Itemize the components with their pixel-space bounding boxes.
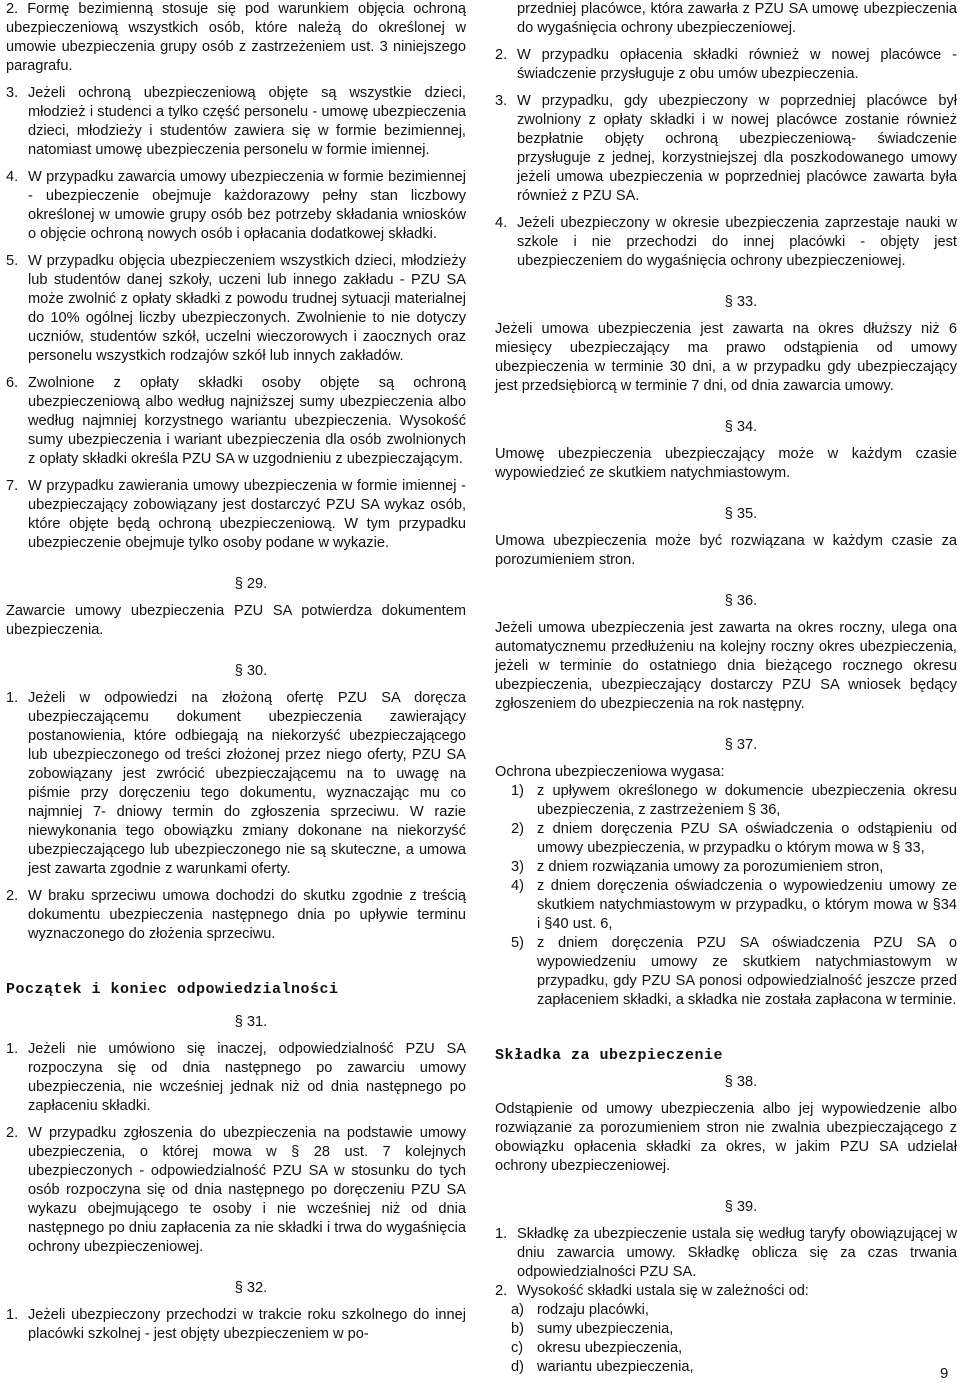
section-37-heading: § 37. [724,737,758,753]
section-39-item-a: a) rodzaju placówki, [511,1302,649,1318]
section-39-item-c: c) okresu ubezpieczenia, [511,1340,683,1356]
section-39-item-d: d) wariantu ubezpieczenia, [511,1359,694,1375]
section-34-heading: § 34. [724,419,758,435]
section-37-item-2: 2) z dniem doręczenia PZU SA oświadczenia o odstąpieniu od umowy ubezpieczenia, w przypadku o którym mowa w § 33, [511,821,957,856]
section-37-item-5: 5) z dniem doręczenia PZU SA oświadczenia PZU SA o wypowiedzeniu umowy ze skutkiem natychmiastowym w przypadku, gdy PZU SA ponosi odpowiedzialność jeszcze przed zapłaceniem składki, a składka nie została zapłacona w terminie. [511,935,957,1008]
section-29-text: Zawarcie umowy ubezpieczenia PZU SA potwierdza dokumentem ubezpieczenia. [6,603,466,638]
paragraph-3: 3. Jeżeli ochroną ubezpieczeniową objęte są wszystkie dzieci, młodzież i studenci a tylko część personelu - umowę ubezpieczenia dzieci, młodzieży i studentów zawiera się w formie bezimiennej, natomiast umowę ubezpieczenia personelu w formie imiennej. [6,85,466,158]
paragraph-2: 2. Formę bezimienną stosuje się pod warunkiem objęcia ochroną ubezpieczeniową wszystkich osób, które należą do określonej w umowie ubezpieczenia grupy osób z zastrzeżeniem ust. 3 niniejszego paragrafu. [6,1,466,74]
section-31-heading: § 31. [234,1014,268,1030]
section-31-item-2: 2. W przypadku zgłoszenia do ubezpieczenia na podstawie umowy ubezpieczenia, o której mowa w § 28 ust. 7 kolejnych ubezpieczonych - odpowiedzialność PZU SA w stosunku do tych osób rozpoczyna się od dnia następnego po doręczeniu PZU SA wykazu obejmującego te osoby i nie wcześniej niż od dnia następnego po dniu zapłacenia za nie składki i trwa do wygaśnięcia ochrony ubezpieczeniowej. [6,1125,466,1255]
section-37-item-3: 3) z dniem rozwiązania umowy za porozumieniem stron, [511,859,884,875]
page-number: 9 [940,1365,949,1382]
section-31-item-1: 1. Jeżeli nie umówiono się inaczej, odpowiedzialność PZU SA rozpoczyna się od dnia następnego po zawarciu umowy ubezpieczenia, nie wcześniej jednak niż od dnia następnego po zapłaceniu składki. [6,1041,466,1114]
section-36-heading: § 36. [724,593,758,609]
section-35-text: Umowa ubezpieczenia może być rozwiązana w każdym czasie za porozumieniem stron. [495,533,957,568]
section-33-heading: § 33. [724,294,758,310]
section-37-item-4: 4) z dniem doręczenia oświadczenia o wypowiedzeniu umowy ze skutkiem natychmiastowym w przypadku, o którym mowa w §34 i §40 ust. 6, [511,878,957,932]
paragraph-7: 7. W przypadku zawierania umowy ubezpieczenia w formie imiennej - ubezpieczający zobowiązany jest dostarczyć PZU SA wykaz osób, które objęte będą ochroną ubezpieczeniową. W tym przypadku ubezpieczenie obejmuje tylko osoby podane w wykazie. [6,478,466,551]
section-39-item-1: 1. Składkę za ubezpieczenie ustala się według taryfy obowiązującej w dniu zawarcia umowy. Składkę oblicza się za czas trwania odpowiedzialności PZU SA. [495,1226,957,1280]
section-32-item-2: 2. W przypadku opłacenia składki również w nowej placówce - świadczenie przysługuje z obu umów ubezpieczenia. [495,47,957,82]
section-39-item-b: b) sumy ubezpieczenia, [511,1321,674,1337]
section-32-item-3: 3. W przypadku, gdy ubezpieczony w poprzedniej placówce był zwolniony z opłaty składki i w nowej placówce zostanie również bezpłatnie objęty ochroną ubezpieczeniową- świadczenie przysługuje z jednej, korzystniejszej dla poszkodowanego umowy jeżeli umowa ubezpieczenia w poprzedniej placówce zawarta była również z PZU SA. [495,93,957,204]
chapter-heading-liability: Początek i koniec odpowiedzialności [6,981,339,998]
paragraph-4: 4. W przypadku zawarcia umowy ubezpieczenia w formie bezimiennej - ubezpieczenie obejmuje każdorazowy pełny stan liczbowy określonej w umowie grupy osób bez potrzeby składania wniosków o objęcie ochroną nowych osób i opłacania dodatkowej składki. [6,169,466,242]
section-32-item-4: 4. Jeżeli ubezpieczony w okresie ubezpieczenia zaprzestaje nauki w szkole i nie przechodzi do innej placówki - objęty jest ubezpieczeniem do wygaśnięcia ochrony ubezpieczeniowej. [495,215,957,269]
section-37-intro: Ochrona ubezpieczeniowa wygasa: [495,764,725,780]
paragraph-5: 5. W przypadku objęcia ubezpieczeniem wszystkich dzieci, młodzieży lub studentów danej szkoły, uczeni lub innego zakładu - PZU SA może zwolnić z opłaty składki z powodu trudnej sytuacji materialnej do 10% ogólnej liczby ubezpieczonych. Zwolnienie to nie dotyczy uczniów, studentów szkół, uczelni wieczorowych i zaocznych oraz personelu wszystkich rodzajów szkół lub innych zakładów. [6,253,466,364]
left-column [6,0,466,1344]
section-30-heading: § 30. [234,663,268,679]
section-34-text: Umowę ubezpieczenia ubezpieczający może w każdym czasie wypowiedzieć ze skutkiem natychmiastowym. [495,446,957,481]
section-29-heading: § 29. [234,576,268,592]
section-32-item-1: 1. Jeżeli ubezpieczony przechodzi w trakcie roku szkolnego do innej placówki szkolnej - jest objęty ubezpieczeniem w po- [6,1307,466,1342]
chapter-heading-premium: Składka za ubezpieczenie [495,1047,724,1064]
section-38-heading: § 38. [724,1074,758,1090]
section-36-text: Jeżeli umowa ubezpieczenia jest zawarta na okres roczny, ulega ona automatycznemu przedłużeniu na kolejny roczny okres ubezpieczenia, jeżeli w terminie do ostatniego dnia bieżącego rocznego okresu ubezpieczenia, ubezpieczający dostarczy PZU SA wniosek będący zgłoszeniem do ubezpieczenia na rok następny. [495,620,957,712]
section-30-item-2: 2. W braku sprzeciwu umowa dochodzi do skutku zgodnie z treścią dokumentu ubezpieczenia następnego dnia po upływie terminu wyznaczonego do złożenia sprzeciwu. [6,888,466,942]
section-32-heading: § 32. [234,1280,268,1296]
section-37-item-1: 1) z upływem określonego w dokumencie ubezpieczenia okresu ubezpieczenia, z zastrzeżeniem § 36, [511,783,957,818]
section-38-text: Odstąpienie od umowy ubezpieczenia albo jej wypowiedzenie albo rozwiązanie za porozumieniem stron nie zwalnia ubezpieczającego z obowiązku opłacenia składki za okres, w jakim PZU SA udzielał ochrony ubezpieczeniowej. [495,1101,957,1174]
paragraph-6: 6. Zwolnione z opłaty składki osoby objęte są ochroną ubezpieczeniową albo według najniższej sumy ubezpieczenia albo według najmniej korzystnego wariantu ubezpieczenia. Wysokość sumy ubezpieczenia i wariant ubezpieczenia dla osób zwolnionych z opłaty składki określa PZU SA w uzgodnieniu z ubezpieczającym. [6,375,466,467]
section-39-heading: § 39. [724,1199,758,1215]
section-30-item-1: 1. Jeżeli w odpowiedzi na złożoną ofertę PZU SA doręcza ubezpieczającemu dokument ubezpieczenia zawierający postanowienia, które odbiegają na niekorzyść ubezpieczającego lub ubezpieczonego od treści złożonej przez niego oferty, PZU SA zobowiązany jest zwrócić ubezpieczającemu na to uwagę na piśmie przy doręczeniu tego dokumentu, wyznaczając mu co najmniej 7- dniowy termin do zgłoszenia sprzeciwu. W razie niewykonania tego obowiązku zmiany dokonane na niekorzyść ubezpieczającego lub ubezpieczonego nie są skuteczne, a umowa jest zawarta zgodnie z warunkami oferty. [6,690,466,877]
section-35-heading: § 35. [724,506,758,522]
section-32-item-1-continued: przedniej placówce, która zawarła z PZU SA umowę ubezpieczenia do wygaśnięcia ochrony ubezpieczeniowej. [517,1,957,36]
section-39-item-2: 2. Wysokość składki ustala się w zależności od: [495,1283,809,1299]
right-column [495,0,957,1377]
section-33-text: Jeżeli umowa ubezpieczenia jest zawarta na okres dłuższy niż 6 miesięcy ubezpieczający ma prawo odstąpienia od umowy ubezpieczenia w terminie 30 dni, a w przypadku gdy ubezpieczający jest przedsiębiorcą w terminie 7 dni, od dnia zawarcia umowy. [495,321,957,394]
